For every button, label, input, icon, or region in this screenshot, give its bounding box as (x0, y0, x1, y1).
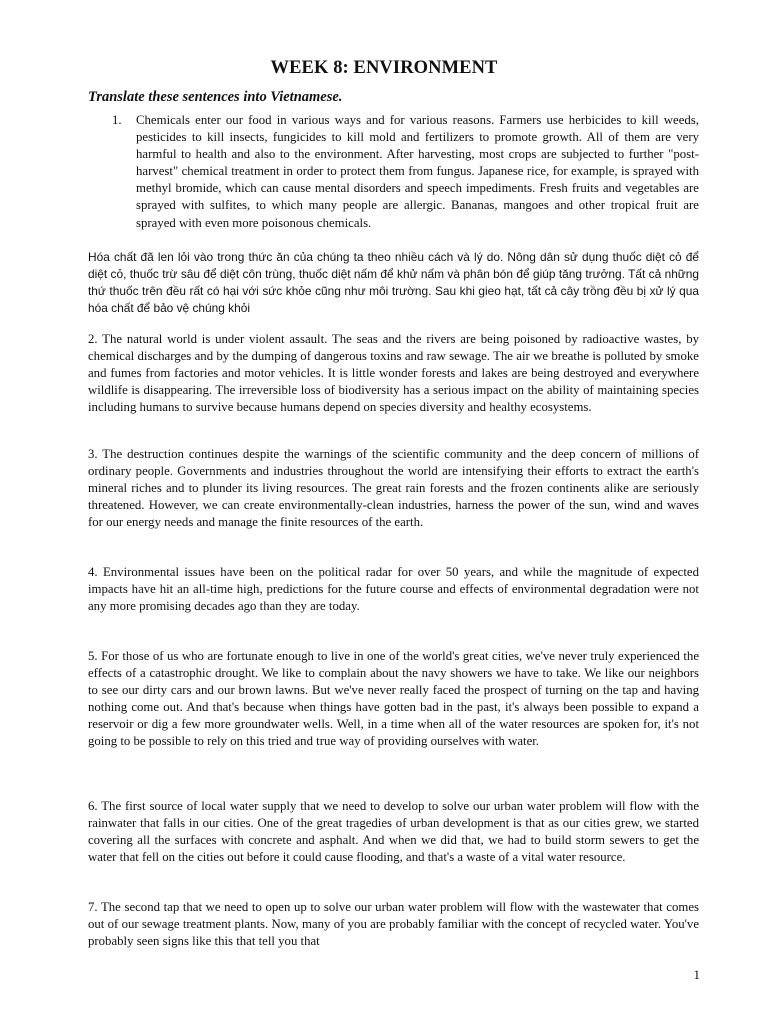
paragraph-5: 5. For those of us who are fortunate enough to live in one of the world's great cities, we've never truly experienced the effects of a catastrophic drought. We like to complain about the navy showers we have to take. We like our neighbors to see our dirty cars and our brown lawns. But we've never really faced the prospect of turning on the tap and having nothing come out. And that's because when things have gotten bad in the past, it's always been possible to expand a reservoir or dig a few more groundwater wells. Well, in a time when all of the water resources are spoken for, it's not going to be possible to rely on this tried and true way of providing ourselves with water. (88, 649, 699, 749)
instruction: Translate these sentences into Vietnamese. (88, 89, 343, 105)
page-number: 1 (693, 967, 700, 982)
paragraph-6: 6. The first source of local water supply that we need to develop to solve our urban water problem will flow with the rainwater that falls in our cities. One of the great tragedies of urban development is that as our cities grew, we started covering all the surfaces with concrete and asphalt. And when we did that, we had to build storm sewers to get the water that fell on the cities out before it could cause flooding, and that's a waste of a vital water resource. (88, 799, 699, 865)
paragraph-2: 2. The natural world is under violent assault. The seas and the rivers are being poisoned by radioactive wastes, by chemical discharges and by the dumping of dangerous toxins and raw sewage. The air we breathe is polluted by smoke and fumes from factories and motor vehicles. It is little wonder forests and lakes are being destroyed and everywhere wildlife is disappearing. The irreversible loss of biodiversity has a serious impact on the ability of maintaining species including humans to survive because humans depend on species diversity and healthy ecosystems. (88, 332, 699, 415)
paragraph-3: 3. The destruction continues despite the warnings of the scientific community and the deep concern of millions of ordinary people. Governments and industries throughout the world are intensifying their efforts to extract the earth's mineral riches and to plunder its living resources. The great rain forests and the frozen continents alike are seriously threatened. However, we can create environmentally-clean industries, harness the power of the sun, wind and waves for our energy needs and manage the finite resources of the earth. (88, 447, 699, 530)
page-title: WEEK 8: ENVIRONMENT (270, 58, 498, 78)
item-text: Chemicals enter our food in various ways and for various reasons. Farmers use herbicides to kill weeds, pesticides to kill insects, fungicides to kill mold and fertilizers to promote growth. All of them are very harmful to health and also to the environment. After harvesting, most crops are subjected to further "post-harvest" chemical treatment in order to protect them from fungus. Japanese rice, for example, is sprayed with methyl bromide, which can cause mental disorders and speech impediments. Fresh fruits and vegetables are sprayed with sulfites, to which many people are allergic. Bananas, mangoes and other tropical fruit are sprayed with even more poisonous chemicals. (136, 113, 699, 230)
paragraph-7: 7. The second tap that we need to open up to solve our urban water problem will flow with the wastewater that comes out of our sewage treatment plants. Now, many of you are probably familiar with the concept of recycled water. You've probably seen signs like this that tell you that (88, 900, 699, 949)
vietnamese-translation: Hóa chất đã len lỏi vào trong thức ăn của chúng ta theo nhiều cách và lý do. Nông dân sử dụng thuốc diệt cỏ để diệt cỏ, thuốc trừ sâu để diệt côn trùng, thuốc diệt nấm để khử nấm và phân bón để giúp tăng trưởng. Tất cả những thứ thuốc trên đều rất có hại với sức khỏe cũng như môi trường. Sau khi gieo hạt, tất cả cây trồng đều bị xử lý qua hóa chất để bảo vệ chúng khỏi (88, 250, 699, 316)
numbered-item-1 (88, 112, 699, 232)
paragraph-4: 4. Environmental issues have been on the political radar for over 50 years, and while the magnitude of expected impacts have hit an all-time high, predictions for the future course and effects of environmental degradation were not any more promising decades ago than they are today. (88, 565, 699, 614)
item-number: 1. (112, 113, 122, 127)
